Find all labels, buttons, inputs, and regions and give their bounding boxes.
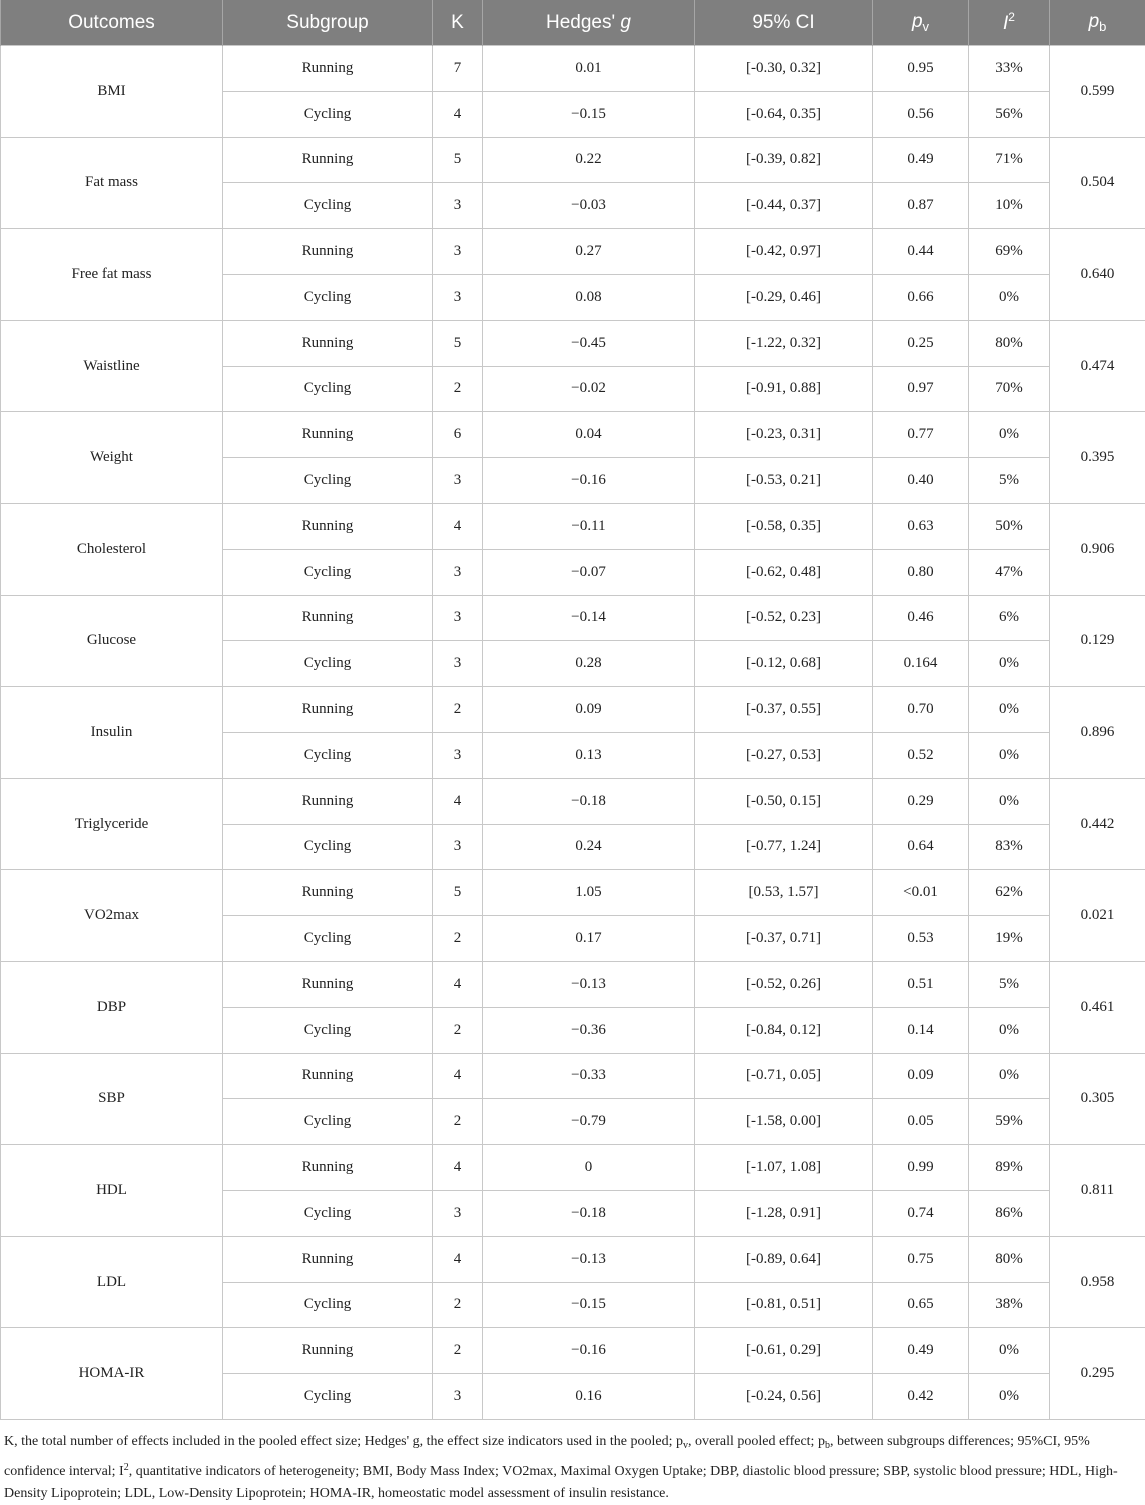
pv-cell: 0.44: [873, 229, 969, 275]
hedges-g-cell: 0.28: [483, 641, 695, 687]
subgroup-cell: Running: [223, 1236, 433, 1282]
table-row: [1, 595, 1145, 641]
pb-cell: 0.295: [1050, 1328, 1145, 1420]
hedges-g-cell: 0.22: [483, 137, 695, 183]
subgroup-cell: Running: [223, 229, 433, 275]
hedges-g-cell: −0.45: [483, 320, 695, 366]
ci-cell: [-0.24, 0.56]: [695, 1374, 873, 1420]
outcome-cell: Glucose: [1, 595, 223, 687]
i2-cell: 0%: [969, 641, 1050, 687]
pv-cell: 0.56: [873, 91, 969, 137]
k-cell: 3: [433, 1374, 483, 1420]
subgroup-cell: Running: [223, 503, 433, 549]
table-footnote: K, the total number of effects included in the pooled effect size; Hedges' g, the effect size indicators used in the pooled; $p_v$, overall pooled effect; $p_b$, between subgroups differences; 95%CI, 95% confidence interval; $I^2$, quantitative indicators of heterogeneity; BMI, Body Mass Index; VO2max, Maximal Oxygen Uptake; DBP, diastolic blood pressure; SBP, systolic blood pressure; HDL, High-Density Lipoprotein; LDL, Low-Density Lipoprotein; HOMA-IR, homeostatic model assessment of insulin resistance.: [4, 1431, 1134, 1505]
table-row: [1, 961, 1145, 1007]
header-row: [1, 0, 1145, 46]
subgroup-cell: Running: [223, 46, 433, 92]
i2-cell: 47%: [969, 549, 1050, 595]
k-cell: 2: [433, 1282, 483, 1328]
pv-cell: 0.29: [873, 778, 969, 824]
table-row: [1, 1053, 1145, 1099]
pv-cell: 0.25: [873, 320, 969, 366]
i2-cell: 19%: [969, 916, 1050, 962]
ci-cell: [-0.52, 0.23]: [695, 595, 873, 641]
ci-cell: [-1.07, 1.08]: [695, 1145, 873, 1191]
i2-cell: 0%: [969, 732, 1050, 778]
col-header-i2: $I^2$: [969, 0, 1050, 46]
hedges-g-cell: −0.15: [483, 91, 695, 137]
hedges-g-cell: −0.18: [483, 1190, 695, 1236]
pb-cell: 0.129: [1050, 595, 1145, 687]
col-header-pb: $p_b$: [1050, 0, 1145, 46]
ci-cell: [-1.28, 0.91]: [695, 1190, 873, 1236]
table-row: [1, 1328, 1145, 1374]
hedges-g-cell: −0.03: [483, 183, 695, 229]
ci-cell: [-0.23, 0.31]: [695, 412, 873, 458]
i2-cell: 59%: [969, 1099, 1050, 1145]
hedges-g-cell: −0.13: [483, 961, 695, 1007]
ci-cell: [-0.53, 0.21]: [695, 458, 873, 504]
pv-cell: 0.80: [873, 549, 969, 595]
pv-cell: 0.64: [873, 824, 969, 870]
i2-cell: 0%: [969, 687, 1050, 733]
i2-cell: 80%: [969, 1236, 1050, 1282]
i2-cell: 38%: [969, 1282, 1050, 1328]
pv-cell: 0.74: [873, 1190, 969, 1236]
hedges-g-cell: 0.24: [483, 824, 695, 870]
table-row: [1, 320, 1145, 366]
k-cell: 3: [433, 824, 483, 870]
subgroup-cell: Running: [223, 595, 433, 641]
i2-cell: 62%: [969, 870, 1050, 916]
i2-cell: 6%: [969, 595, 1050, 641]
k-cell: 6: [433, 412, 483, 458]
i2-cell: 80%: [969, 320, 1050, 366]
i2-cell: 70%: [969, 366, 1050, 412]
outcome-cell: HDL: [1, 1145, 223, 1237]
k-cell: 4: [433, 1236, 483, 1282]
pb-cell: 0.958: [1050, 1236, 1145, 1328]
ci-cell: [-0.42, 0.97]: [695, 229, 873, 275]
pv-cell: 0.49: [873, 137, 969, 183]
subgroup-cell: Running: [223, 687, 433, 733]
k-cell: 4: [433, 91, 483, 137]
hedges-g-cell: 1.05: [483, 870, 695, 916]
i2-cell: 33%: [969, 46, 1050, 92]
subgroup-cell: Running: [223, 412, 433, 458]
pv-cell: 0.65: [873, 1282, 969, 1328]
table-row: [1, 1145, 1145, 1191]
i2-cell: 50%: [969, 503, 1050, 549]
k-cell: 2: [433, 916, 483, 962]
subgroup-cell: Cycling: [223, 1007, 433, 1053]
i2-cell: 56%: [969, 91, 1050, 137]
k-cell: 2: [433, 687, 483, 733]
i2-cell: 0%: [969, 778, 1050, 824]
pb-cell: 0.395: [1050, 412, 1145, 504]
outcome-cell: Free fat mass: [1, 229, 223, 321]
table-row: [1, 137, 1145, 183]
hedges-g-cell: −0.18: [483, 778, 695, 824]
k-cell: 4: [433, 503, 483, 549]
hedges-g-cell: −0.15: [483, 1282, 695, 1328]
outcome-cell: LDL: [1, 1236, 223, 1328]
pv-cell: 0.40: [873, 458, 969, 504]
hedges-g-cell: 0.27: [483, 229, 695, 275]
pv-cell: 0.05: [873, 1099, 969, 1145]
subgroup-cell: Running: [223, 320, 433, 366]
k-cell: 2: [433, 1007, 483, 1053]
i2-cell: 89%: [969, 1145, 1050, 1191]
pv-cell: 0.99: [873, 1145, 969, 1191]
pv-cell: 0.164: [873, 641, 969, 687]
subgroup-cell: Running: [223, 1145, 433, 1191]
pb-cell: 0.442: [1050, 778, 1145, 870]
table-row: [1, 870, 1145, 916]
i2-cell: 0%: [969, 412, 1050, 458]
hedges-g-cell: −0.02: [483, 366, 695, 412]
outcome-cell: Cholesterol: [1, 503, 223, 595]
ci-cell: [-0.84, 0.12]: [695, 1007, 873, 1053]
subgroup-cell: Cycling: [223, 366, 433, 412]
i2-cell: 69%: [969, 229, 1050, 275]
hedges-g-cell: 0.04: [483, 412, 695, 458]
i2-cell: 0%: [969, 1053, 1050, 1099]
k-cell: 3: [433, 641, 483, 687]
subgroup-cell: Cycling: [223, 732, 433, 778]
col-header-subgroup: Subgroup: [223, 0, 433, 46]
pv-cell: 0.46: [873, 595, 969, 641]
outcome-cell: Fat mass: [1, 137, 223, 229]
outcome-cell: HOMA-IR: [1, 1328, 223, 1420]
subgroup-cell: Running: [223, 137, 433, 183]
i2-cell: 71%: [969, 137, 1050, 183]
ci-cell: [-0.37, 0.71]: [695, 916, 873, 962]
k-cell: 7: [433, 46, 483, 92]
ci-cell: [-0.29, 0.46]: [695, 274, 873, 320]
pb-cell: 0.896: [1050, 687, 1145, 779]
col-header-pv: $p_v$: [873, 0, 969, 46]
subgroup-cell: Running: [223, 961, 433, 1007]
pv-cell: 0.87: [873, 183, 969, 229]
pb-cell: 0.599: [1050, 46, 1145, 138]
subgroup-cell: Cycling: [223, 549, 433, 595]
pb-cell: 0.640: [1050, 229, 1145, 321]
subgroup-cell: Cycling: [223, 91, 433, 137]
table-row: [1, 778, 1145, 824]
k-cell: 3: [433, 732, 483, 778]
pb-cell: 0.906: [1050, 503, 1145, 595]
table-row: [1, 46, 1145, 92]
subgroup-cell: Cycling: [223, 641, 433, 687]
i2-cell: 10%: [969, 183, 1050, 229]
table-row: [1, 687, 1145, 733]
ci-cell: [-0.64, 0.35]: [695, 91, 873, 137]
hedges-g-cell: −0.16: [483, 458, 695, 504]
ci-cell: [-0.61, 0.29]: [695, 1328, 873, 1374]
ci-cell: [-0.89, 0.64]: [695, 1236, 873, 1282]
k-cell: 2: [433, 366, 483, 412]
hedges-g-cell: 0.17: [483, 916, 695, 962]
pv-cell: 0.95: [873, 46, 969, 92]
pv-cell: 0.09: [873, 1053, 969, 1099]
subgroup-cell: Cycling: [223, 1282, 433, 1328]
k-cell: 3: [433, 549, 483, 595]
pb-cell: 0.021: [1050, 870, 1145, 962]
hedges-g-cell: −0.16: [483, 1328, 695, 1374]
ci-cell: [-0.52, 0.26]: [695, 961, 873, 1007]
i2-cell: 86%: [969, 1190, 1050, 1236]
subgroup-cell: Cycling: [223, 1374, 433, 1420]
col-header-ci: 95% CI: [695, 0, 873, 46]
pv-cell: 0.42: [873, 1374, 969, 1420]
outcome-cell: Waistline: [1, 320, 223, 412]
pv-cell: 0.51: [873, 961, 969, 1007]
pv-cell: <0.01: [873, 870, 969, 916]
col-header-k: K: [433, 0, 483, 46]
hedges-g-cell: 0.16: [483, 1374, 695, 1420]
hedges-g-cell: −0.79: [483, 1099, 695, 1145]
k-cell: 2: [433, 1328, 483, 1374]
hedges-g-cell: −0.11: [483, 503, 695, 549]
i2-cell: 5%: [969, 961, 1050, 1007]
k-cell: 4: [433, 1053, 483, 1099]
pb-cell: 0.811: [1050, 1145, 1145, 1237]
outcome-cell: SBP: [1, 1053, 223, 1145]
hedges-g-cell: 0.13: [483, 732, 695, 778]
subgroup-cell: Running: [223, 1053, 433, 1099]
col-header-hedges-g: Hedges' g: [483, 0, 695, 46]
table-row: [1, 229, 1145, 275]
pb-cell: 0.474: [1050, 320, 1145, 412]
hedges-g-cell: 0.08: [483, 274, 695, 320]
k-cell: 3: [433, 183, 483, 229]
k-cell: 2: [433, 1099, 483, 1145]
subgroup-cell: Cycling: [223, 183, 433, 229]
table-row: [1, 1236, 1145, 1282]
pv-cell: 0.49: [873, 1328, 969, 1374]
subgroup-cell: Cycling: [223, 916, 433, 962]
ci-cell: [-0.62, 0.48]: [695, 549, 873, 595]
k-cell: 4: [433, 1145, 483, 1191]
i2-cell: 0%: [969, 274, 1050, 320]
hedges-g-cell: −0.33: [483, 1053, 695, 1099]
outcome-cell: BMI: [1, 46, 223, 138]
subgroup-cell: Running: [223, 1328, 433, 1374]
subgroup-cell: Cycling: [223, 274, 433, 320]
outcome-cell: VO2max: [1, 870, 223, 962]
k-cell: 3: [433, 274, 483, 320]
ci-cell: [-0.37, 0.55]: [695, 687, 873, 733]
pv-cell: 0.75: [873, 1236, 969, 1282]
ci-cell: [-0.27, 0.53]: [695, 732, 873, 778]
subgroup-cell: Running: [223, 778, 433, 824]
ci-cell: [-0.39, 0.82]: [695, 137, 873, 183]
table-row: [1, 503, 1145, 549]
k-cell: 5: [433, 870, 483, 916]
i2-cell: 0%: [969, 1374, 1050, 1420]
subgroup-cell: Cycling: [223, 824, 433, 870]
i2-cell: 0%: [969, 1007, 1050, 1053]
ci-cell: [0.53, 1.57]: [695, 870, 873, 916]
outcome-cell: Triglyceride: [1, 778, 223, 870]
pb-cell: 0.461: [1050, 961, 1145, 1053]
subgroup-cell: Running: [223, 870, 433, 916]
ci-cell: [-0.77, 1.24]: [695, 824, 873, 870]
ci-cell: [-0.91, 0.88]: [695, 366, 873, 412]
pv-cell: 0.97: [873, 366, 969, 412]
ci-cell: [-1.58, 0.00]: [695, 1099, 873, 1145]
k-cell: 4: [433, 961, 483, 1007]
i2-cell: 5%: [969, 458, 1050, 504]
k-cell: 3: [433, 1190, 483, 1236]
pv-cell: 0.70: [873, 687, 969, 733]
ci-cell: [-0.12, 0.68]: [695, 641, 873, 687]
hedges-g-cell: 0: [483, 1145, 695, 1191]
ci-cell: [-0.58, 0.35]: [695, 503, 873, 549]
k-cell: 5: [433, 137, 483, 183]
k-cell: 3: [433, 595, 483, 641]
subgroup-cell: Cycling: [223, 1190, 433, 1236]
pv-cell: 0.63: [873, 503, 969, 549]
hedges-g-cell: −0.13: [483, 1236, 695, 1282]
hedges-g-cell: −0.14: [483, 595, 695, 641]
k-cell: 3: [433, 229, 483, 275]
outcome-cell: Weight: [1, 412, 223, 504]
k-cell: 4: [433, 778, 483, 824]
outcome-cell: Insulin: [1, 687, 223, 779]
hedges-g-cell: 0.01: [483, 46, 695, 92]
pv-cell: 0.77: [873, 412, 969, 458]
ci-cell: [-1.22, 0.32]: [695, 320, 873, 366]
pb-cell: 0.504: [1050, 137, 1145, 229]
col-header-outcomes: Outcomes: [1, 0, 223, 46]
ci-cell: [-0.81, 0.51]: [695, 1282, 873, 1328]
hedges-g-cell: −0.07: [483, 549, 695, 595]
pv-cell: 0.52: [873, 732, 969, 778]
ci-cell: [-0.71, 0.05]: [695, 1053, 873, 1099]
subgroup-cell: Cycling: [223, 1099, 433, 1145]
subgroup-cell: Cycling: [223, 458, 433, 504]
pb-cell: 0.305: [1050, 1053, 1145, 1145]
pv-cell: 0.53: [873, 916, 969, 962]
pv-cell: 0.66: [873, 274, 969, 320]
hedges-g-cell: 0.09: [483, 687, 695, 733]
pv-cell: 0.14: [873, 1007, 969, 1053]
outcome-cell: DBP: [1, 961, 223, 1053]
ci-cell: [-0.30, 0.32]: [695, 46, 873, 92]
table-row: [1, 412, 1145, 458]
k-cell: 5: [433, 320, 483, 366]
k-cell: 3: [433, 458, 483, 504]
hedges-g-cell: −0.36: [483, 1007, 695, 1053]
ci-cell: [-0.44, 0.37]: [695, 183, 873, 229]
i2-cell: 0%: [969, 1328, 1050, 1374]
ci-cell: [-0.50, 0.15]: [695, 778, 873, 824]
i2-cell: 83%: [969, 824, 1050, 870]
